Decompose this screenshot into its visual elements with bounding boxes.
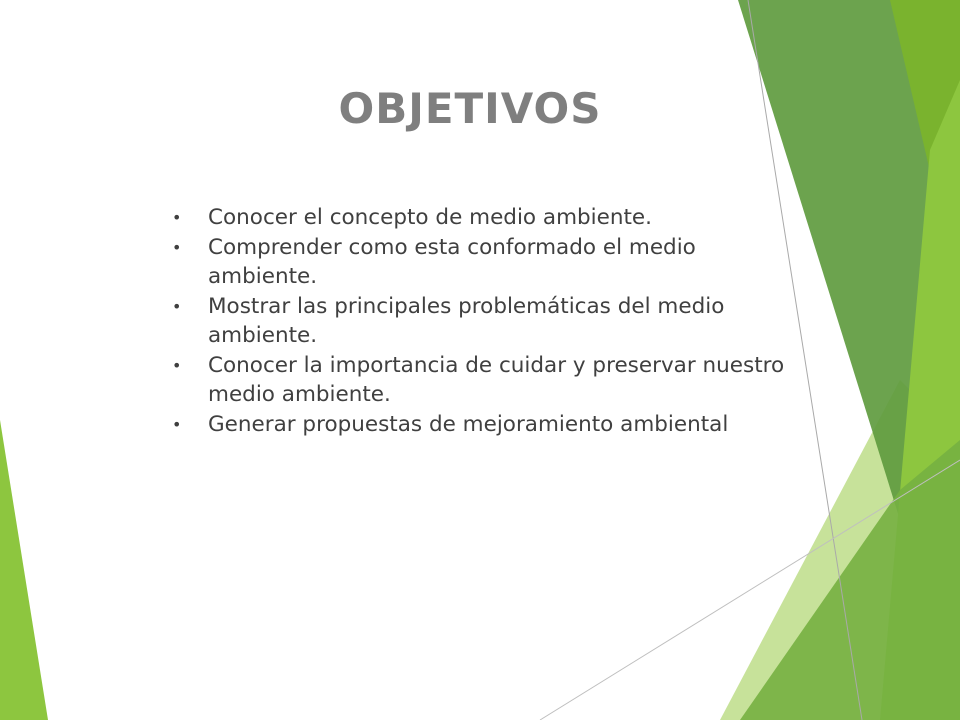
objectives-list: [172, 203, 792, 440]
list-item: [172, 351, 792, 409]
list-item-text: Conocer la importancia de cuidar y preservar nuestro medio ambiente.: [208, 353, 785, 407]
bullet-icon: •: [172, 356, 182, 375]
slide-title: OBJETIVOS: [338, 84, 602, 133]
list-item: [172, 410, 792, 439]
list-item-text: Comprender como esta conformado el medio ambiente.: [208, 235, 696, 289]
bullet-icon: •: [172, 208, 182, 227]
list-item-text: Conocer el concepto de medio ambiente.: [208, 205, 652, 230]
bullet-icon: •: [172, 297, 182, 316]
list-item-text: Generar propuestas de mejoramiento ambiental: [208, 412, 729, 437]
list-item-text: Mostrar las principales problemáticas del medio ambiente.: [208, 294, 725, 348]
list-item: [172, 233, 792, 291]
list-item: [172, 292, 792, 350]
left-green-facet: [0, 420, 48, 720]
bullet-icon: •: [172, 238, 182, 257]
list-item: [172, 203, 792, 232]
bullet-icon: •: [172, 415, 182, 434]
